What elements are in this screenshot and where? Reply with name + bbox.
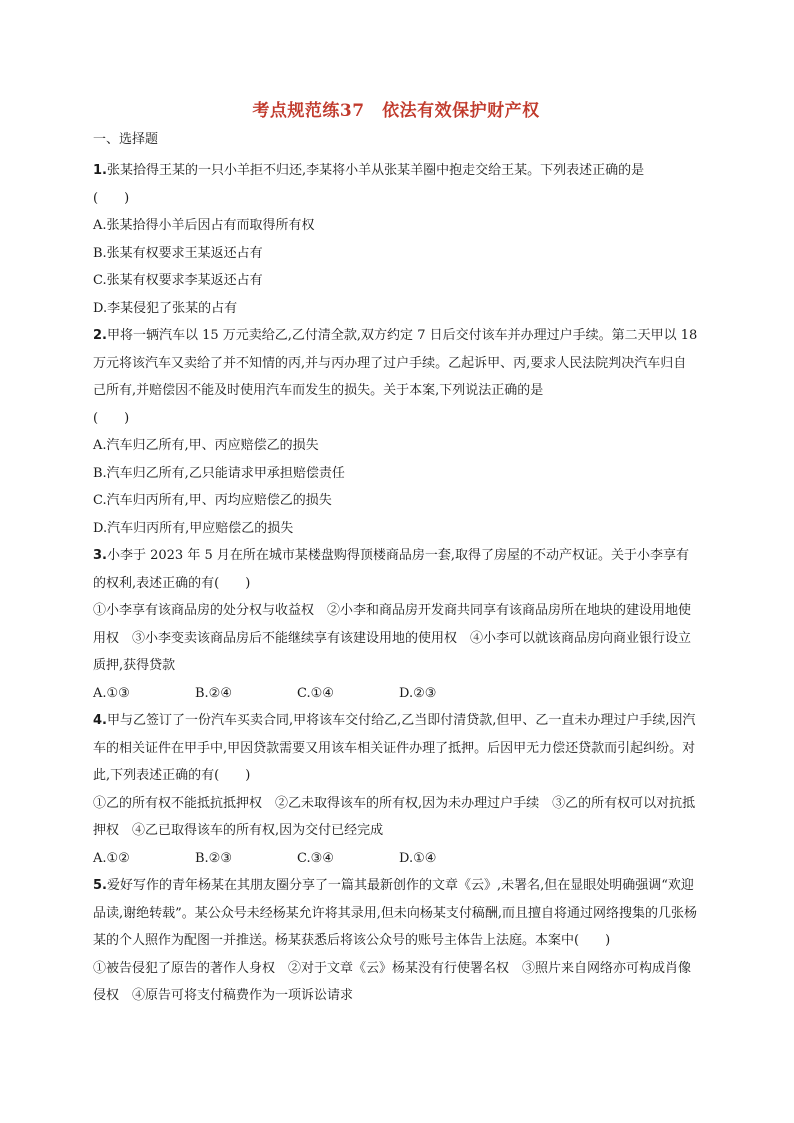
statements: ①乙的所有权不能抵抗抵押权 ②乙未取得该车的所有权,因为未办理过户手续 ③乙的所有权可以对抗抵押权 ④乙已取得该车的所有权,因为交付已经完成: [93, 795, 696, 838]
option-c: C.张某有权要求李某返还占有: [93, 273, 263, 288]
option-b: B.汽车归乙所有,乙只能请求甲承担赔偿责任: [93, 465, 345, 481]
question-3: [93, 542, 699, 597]
option-a: A.汽车归乙所有,甲、丙应赔偿乙的损失: [93, 438, 319, 453]
options-row: [93, 845, 699, 873]
option-b: B.②③: [195, 850, 232, 866]
section-heading: 一、选择题: [93, 132, 159, 147]
option-c: C.③④: [297, 850, 334, 866]
option-a: A.张某拾得小羊后因占有而取得所有权: [93, 218, 315, 233]
question-stem: 甲将一辆汽车以 15 万元卖给乙,乙付清全款,双方约定 7 日后交付该车并办理过户手续。第二天甲以 18 万元将该汽车又卖给了并不知情的丙,并与丙办理了过户手续。乙起诉甲、丙,要求人民法院判决汽车归自己所有,并赔偿因不能及时使用汽车而发生的损失。关于本案,下列说法正确的是: [93, 328, 698, 398]
statements: ①小李享有该商品房的处分权与收益权 ②小李和商品房开发商共同享有该商品房所在地块的建设用地使用权 ③小李变卖该商品房后不能继续享有该建设用地的使用权 ④小李可以就该商品房向商业银行设立质押,获得贷款: [93, 603, 692, 673]
question-stem: 张某拾得王某的一只小羊拒不归还,李某将小羊从张某羊圈中抱走交给王某。下列表述正确的是: [106, 163, 645, 178]
option-c: C.①④: [297, 685, 334, 701]
options-row: [93, 680, 699, 708]
statements: ①被告侵犯了原告的著作人身权 ②对于文章《云》杨某没有行使署名权 ③照片来自网络亦可构成肖像侵权 ④原告可将支付稿费作为一项诉讼请求: [93, 960, 692, 1003]
option-d: D.李某侵犯了张某的占有: [93, 300, 238, 316]
option-a: A.①②: [93, 850, 130, 866]
question-number: 2.: [93, 328, 107, 343]
page-title: 考点规范练37 依法有效保护财产权: [252, 101, 540, 121]
question-2: [93, 322, 699, 405]
question-stem: 甲与乙签订了一份汽车买卖合同,甲将该车交付给乙,乙当即付清贷款,但甲、乙一直未办理过户手续,因汽车的相关证件在甲手中,甲因贷款需要又用该车相关证件办理了抵押。后因甲无力偿还贷款而引起纠纷。对此,下列表述正确的有( ): [93, 713, 696, 783]
option-b: B.张某有权要求王某返还占有: [93, 245, 263, 261]
option-a: A.①③: [93, 685, 130, 701]
answer-blank: ( ): [93, 190, 130, 206]
question-5: [93, 872, 699, 955]
option-d: D.①④: [399, 850, 437, 866]
question-number: 3.: [93, 548, 107, 563]
question-number: 1.: [93, 163, 107, 178]
answer-blank: ( ): [93, 410, 130, 426]
question-number: 5.: [93, 878, 107, 893]
option-b: B.②④: [195, 685, 232, 701]
question-4: [93, 707, 699, 790]
question-number: 4.: [93, 713, 107, 728]
question-1: [93, 157, 699, 185]
question-stem: 爱好写作的青年杨某在其朋友圈分享了一篇其最新创作的文章《云》,未署名,但在显眼处明确强调“欢迎品读,谢绝转载”。某公众号未经杨某允许将其录用,但未向杨某支付稿酬,而且擅自将通过网络搜集的几张杨某的个人照作为配图一并推送。杨某获悉后将该公众号的账号主体告上法庭。本案中( ): [93, 878, 698, 948]
document-page: [93, 96, 699, 1010]
option-c: C.汽车归丙所有,甲、丙均应赔偿乙的损失: [93, 493, 332, 508]
question-stem: 小李于 2023 年 5 月在所在城市某楼盘购得顶楼商品房一套,取得了房屋的不动产权证。关于小李享有的权利,表述正确的有( ): [93, 548, 690, 591]
option-d: D.汽车归丙所有,甲应赔偿乙的损失: [93, 520, 294, 536]
option-d: D.②③: [399, 685, 437, 701]
